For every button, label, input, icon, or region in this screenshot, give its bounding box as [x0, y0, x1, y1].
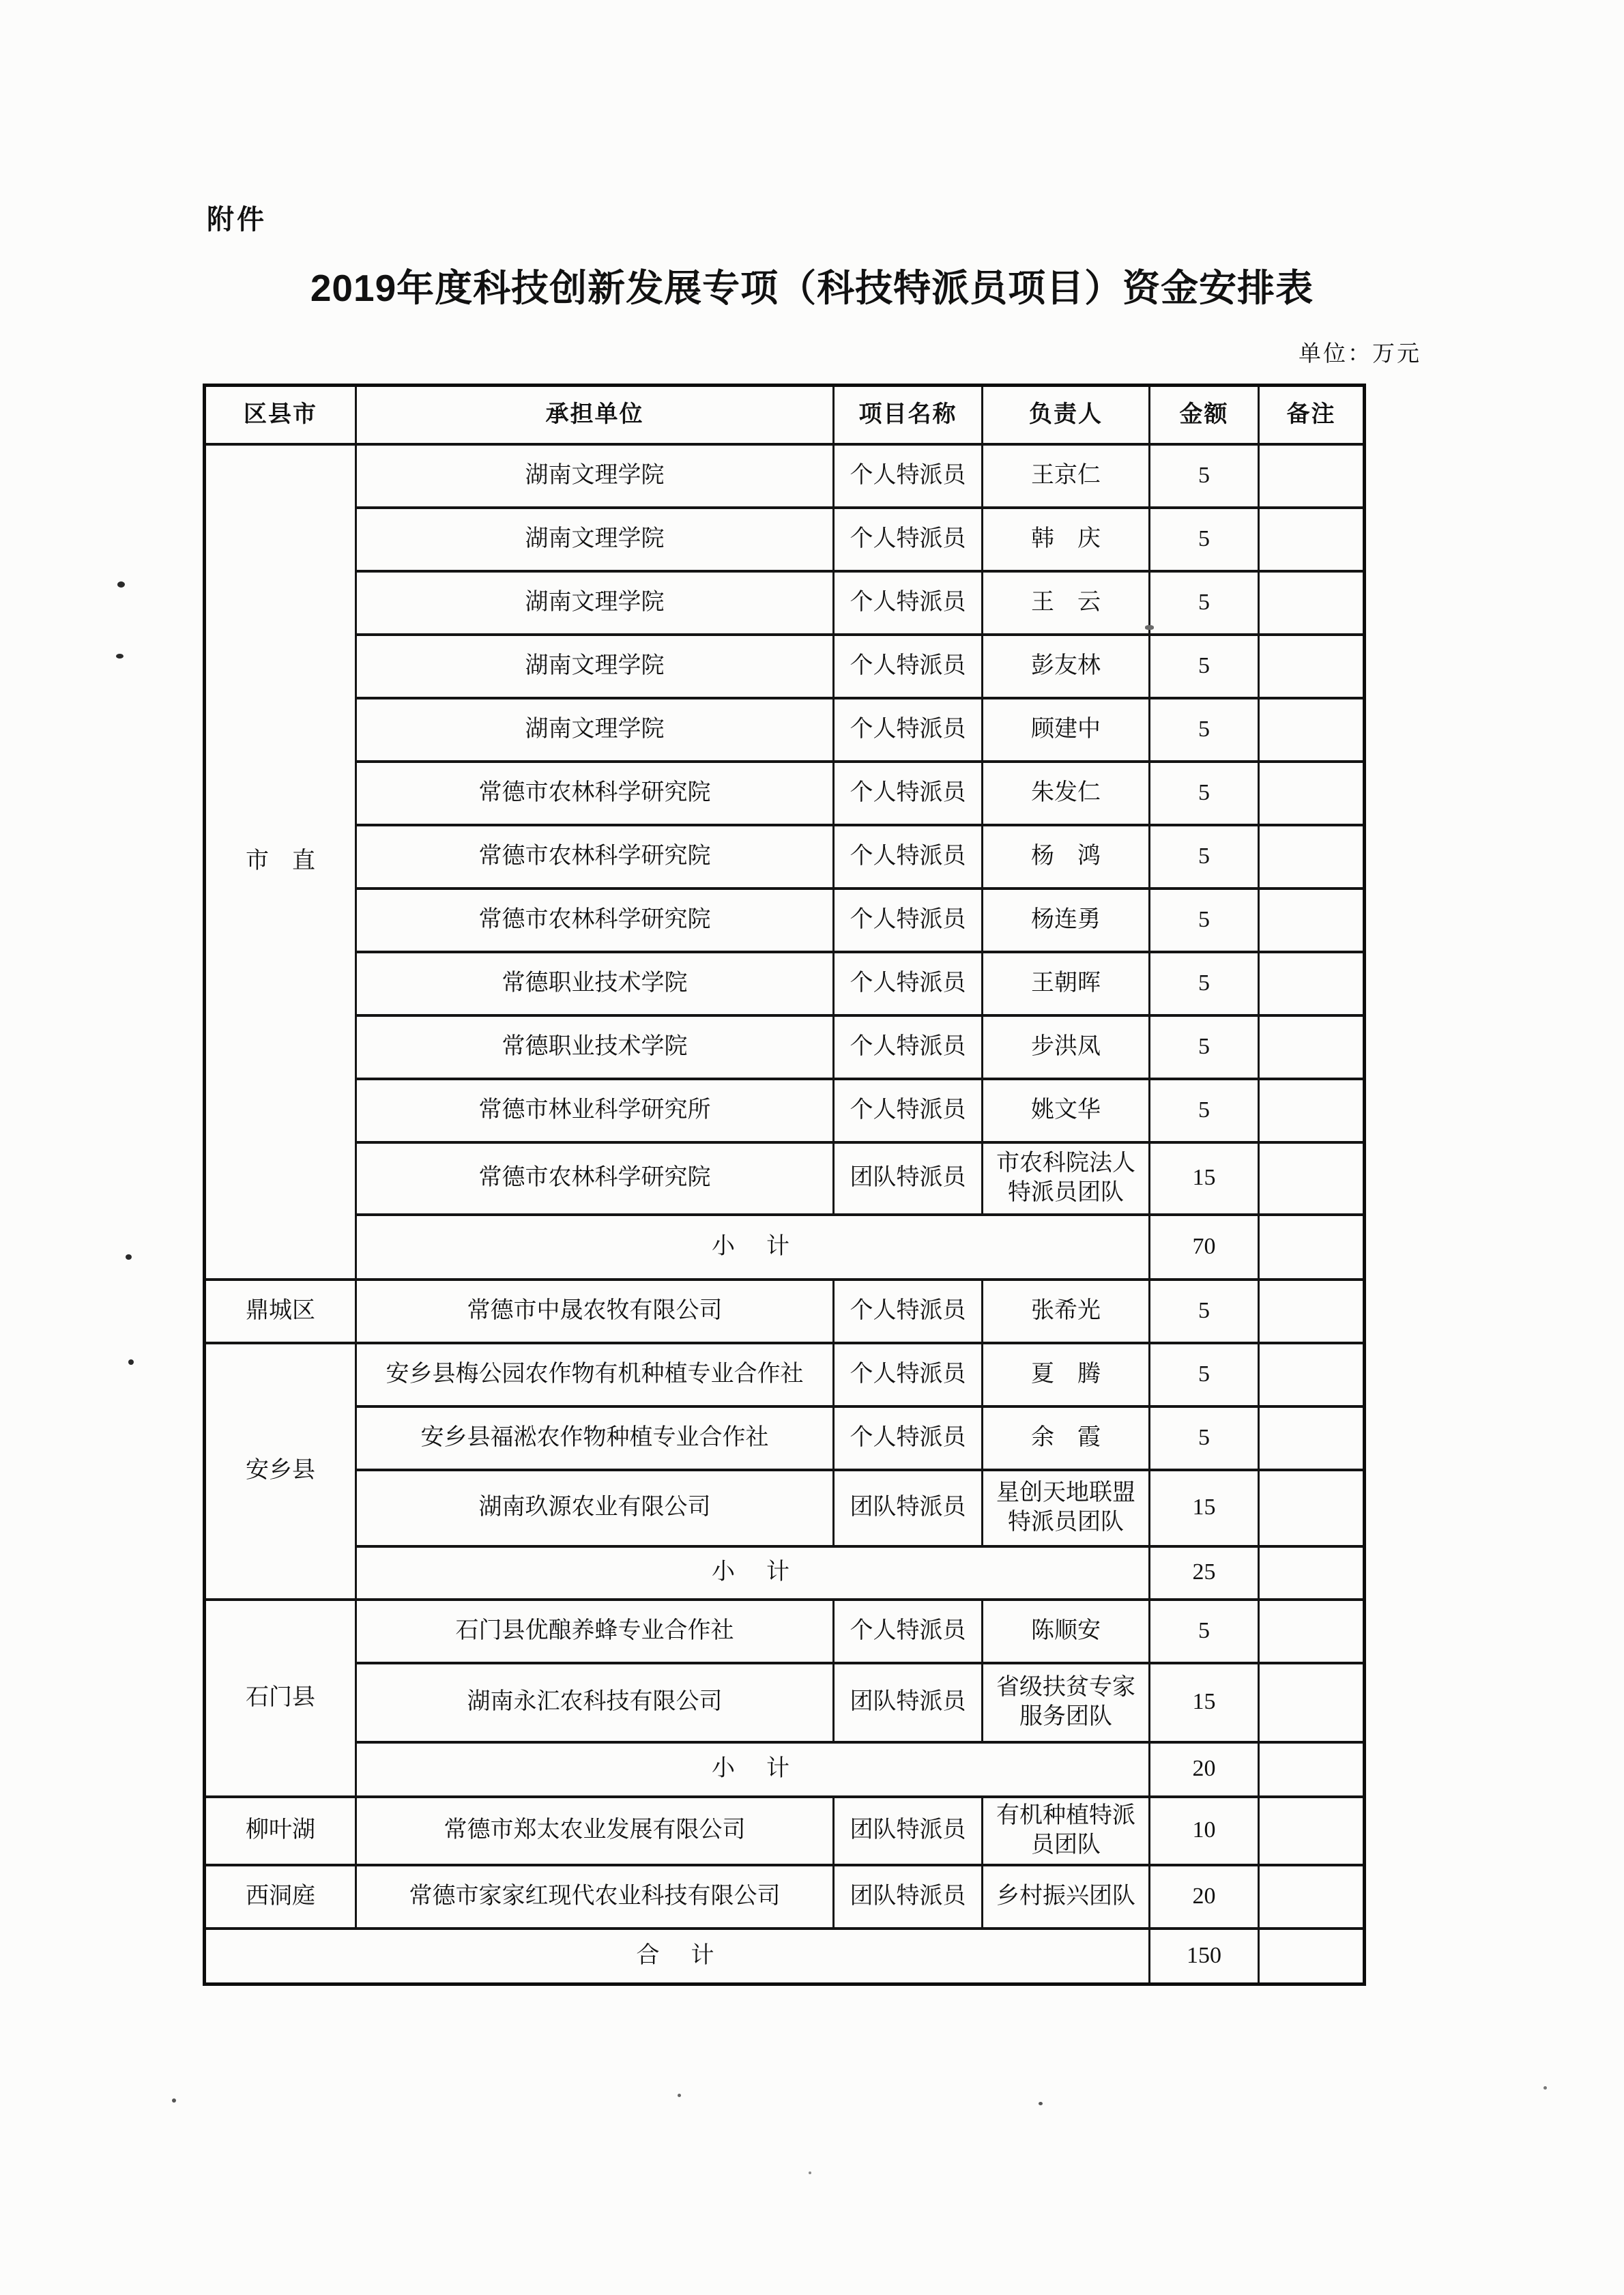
remark-cell: [1259, 1929, 1365, 1984]
table-row: [205, 762, 1365, 825]
leader-cell: 姚文华: [983, 1079, 1150, 1142]
district-cell-liuyehu: 柳叶湖: [205, 1797, 356, 1865]
project-cell: 团队特派员: [834, 1663, 983, 1742]
document-title: 2019年度科技创新发展专项（科技特派员项目）资金安排表: [310, 267, 1314, 309]
leader-cell: 陈顺安: [983, 1600, 1150, 1663]
project-cell: 个人特派员: [834, 1015, 983, 1079]
unit-cell: 湖南文理学院: [356, 635, 834, 698]
table-row: [205, 698, 1365, 762]
scan-artifact: [172, 2098, 176, 2103]
table-row: [205, 571, 1365, 635]
leader-cell: 星创天地联盟特派员团队: [983, 1470, 1150, 1546]
unit-note: 单位：万元: [1299, 342, 1421, 366]
table-row: [205, 1406, 1365, 1470]
remark-cell: [1259, 1280, 1365, 1343]
amount-cell: 5: [1150, 571, 1259, 635]
table-row: [205, 508, 1365, 571]
amount-cell: 5: [1150, 1280, 1259, 1343]
remark-cell: [1259, 1015, 1365, 1079]
unit-cell: 石门县优酿养蜂专业合作社: [356, 1600, 834, 1663]
unit-cell: 常德市林业科学研究所: [356, 1079, 834, 1142]
table-row: [205, 1079, 1365, 1142]
leader-cell: 杨 鸿: [983, 825, 1150, 889]
table-row: [205, 1015, 1365, 1079]
table-row: [205, 444, 1365, 508]
scan-artifact: [128, 1359, 134, 1365]
remark-cell: [1259, 1546, 1365, 1600]
project-cell: 团队特派员: [834, 1865, 983, 1929]
col-header-remark: 备注: [1259, 386, 1365, 444]
amount-cell: 5: [1150, 1600, 1259, 1663]
project-cell: 个人特派员: [834, 952, 983, 1015]
project-cell: 个人特派员: [834, 825, 983, 889]
amount-cell: 5: [1150, 952, 1259, 1015]
project-cell: 个人特派员: [834, 1406, 983, 1470]
remark-cell: [1259, 1600, 1365, 1663]
total-label: 合 计: [205, 1929, 1150, 1984]
subtotal-amount: 25: [1150, 1546, 1259, 1600]
project-cell: 个人特派员: [834, 635, 983, 698]
subtotal-row: [205, 1215, 1365, 1280]
remark-cell: [1259, 825, 1365, 889]
district-cell-anxiang: 安乡县: [205, 1343, 356, 1600]
amount-cell: 10: [1150, 1797, 1259, 1865]
scan-artifact: [1543, 2086, 1547, 2090]
unit-cell: 常德市郑太农业发展有限公司: [356, 1797, 834, 1865]
amount-cell: 5: [1150, 635, 1259, 698]
table-row: [205, 825, 1365, 889]
leader-cell: 杨连勇: [983, 889, 1150, 952]
unit-cell: 安乡县梅公园农作物有机种植专业合作社: [356, 1343, 834, 1406]
total-amount: 150: [1150, 1929, 1259, 1984]
unit-cell: 常德市农林科学研究院: [356, 762, 834, 825]
unit-cell: 湖南文理学院: [356, 444, 834, 508]
scan-artifact: [1145, 625, 1154, 630]
remark-cell: [1259, 1742, 1365, 1797]
amount-cell: 5: [1150, 762, 1259, 825]
subtotal-row: [205, 1546, 1365, 1600]
unit-cell: 常德职业技术学院: [356, 1015, 834, 1079]
remark-cell: [1259, 1142, 1365, 1215]
table-row: [205, 1343, 1365, 1406]
fund-allocation-table: [203, 384, 1366, 1986]
leader-cell: 夏 腾: [983, 1343, 1150, 1406]
amount-cell: 5: [1150, 508, 1259, 571]
scan-artifact: [678, 2094, 681, 2097]
amount-cell: 5: [1150, 698, 1259, 762]
amount-cell: 5: [1150, 1079, 1259, 1142]
leader-cell: 顾建中: [983, 698, 1150, 762]
project-cell: 个人特派员: [834, 1343, 983, 1406]
project-cell: 团队特派员: [834, 1142, 983, 1215]
amount-cell: 5: [1150, 825, 1259, 889]
project-cell: 个人特派员: [834, 444, 983, 508]
amount-cell: 15: [1150, 1470, 1259, 1546]
district-cell-shizhi: 市 直: [205, 444, 356, 1280]
project-cell: 团队特派员: [834, 1797, 983, 1865]
scan-artifact: [809, 2171, 811, 2174]
project-cell: 个人特派员: [834, 889, 983, 952]
leader-cell: 有机种植特派员团队: [983, 1797, 1150, 1865]
table-row: [205, 952, 1365, 1015]
project-cell: 个人特派员: [834, 1079, 983, 1142]
project-cell: 个人特派员: [834, 1600, 983, 1663]
table-row: [205, 1142, 1365, 1215]
subtotal-amount: 20: [1150, 1742, 1259, 1797]
col-header-project: 项目名称: [834, 386, 983, 444]
leader-cell: 朱发仁: [983, 762, 1150, 825]
col-header-unit: 承担单位: [356, 386, 834, 444]
unit-cell: 湖南文理学院: [356, 698, 834, 762]
remark-cell: [1259, 1079, 1365, 1142]
leader-cell: 王京仁: [983, 444, 1150, 508]
project-cell: 个人特派员: [834, 1280, 983, 1343]
total-row: [205, 1929, 1365, 1984]
col-header-district: 区县市: [205, 386, 356, 444]
subtotal-label: 小 计: [356, 1215, 1150, 1280]
project-cell: 个人特派员: [834, 508, 983, 571]
unit-cell: 湖南永汇农科技有限公司: [356, 1663, 834, 1742]
scan-artifact: [117, 581, 125, 588]
remark-cell: [1259, 762, 1365, 825]
remark-cell: [1259, 1865, 1365, 1929]
remark-cell: [1259, 444, 1365, 508]
unit-cell: 常德职业技术学院: [356, 952, 834, 1015]
subtotal-label: 小 计: [356, 1742, 1150, 1797]
unit-cell: 湖南文理学院: [356, 571, 834, 635]
col-header-amount: 金额: [1150, 386, 1259, 444]
leader-cell: 步洪凤: [983, 1015, 1150, 1079]
district-cell-dingcheng: 鼎城区: [205, 1280, 356, 1343]
project-cell: 个人特派员: [834, 762, 983, 825]
attachment-label: 附件: [207, 204, 267, 235]
table-header-row: [205, 386, 1365, 444]
unit-cell: 常德市农林科学研究院: [356, 825, 834, 889]
remark-cell: [1259, 1215, 1365, 1280]
amount-cell: 5: [1150, 444, 1259, 508]
amount-cell: 5: [1150, 889, 1259, 952]
leader-cell: 市农科院法人特派员团队: [983, 1142, 1150, 1215]
scan-artifact: [126, 1254, 132, 1260]
project-cell: 个人特派员: [834, 698, 983, 762]
amount-cell: 20: [1150, 1865, 1259, 1929]
amount-cell: 15: [1150, 1142, 1259, 1215]
amount-cell: 15: [1150, 1663, 1259, 1742]
remark-cell: [1259, 1470, 1365, 1546]
scan-artifact: [116, 654, 124, 659]
unit-cell: 湖南文理学院: [356, 508, 834, 571]
amount-cell: 5: [1150, 1406, 1259, 1470]
table-row: [205, 635, 1365, 698]
table-row: [205, 1600, 1365, 1663]
project-cell: 个人特派员: [834, 571, 983, 635]
leader-cell: 余 霞: [983, 1406, 1150, 1470]
table-row: [205, 1663, 1365, 1742]
remark-cell: [1259, 635, 1365, 698]
unit-cell: 常德市农林科学研究院: [356, 1142, 834, 1215]
district-cell-xidongting: 西洞庭: [205, 1865, 356, 1929]
col-header-leader: 负责人: [983, 386, 1150, 444]
remark-cell: [1259, 1343, 1365, 1406]
leader-cell: 彭友林: [983, 635, 1150, 698]
subtotal-amount: 70: [1150, 1215, 1259, 1280]
remark-cell: [1259, 1797, 1365, 1865]
remark-cell: [1259, 1406, 1365, 1470]
unit-cell: 常德市农林科学研究院: [356, 889, 834, 952]
unit-cell: 常德市家家红现代农业科技有限公司: [356, 1865, 834, 1929]
leader-cell: 韩 庆: [983, 508, 1150, 571]
district-cell-shimen: 石门县: [205, 1600, 356, 1797]
remark-cell: [1259, 508, 1365, 571]
unit-cell: 常德市中晟农牧有限公司: [356, 1280, 834, 1343]
amount-cell: 5: [1150, 1343, 1259, 1406]
table-row: [205, 1865, 1365, 1929]
remark-cell: [1259, 698, 1365, 762]
remark-cell: [1259, 1663, 1365, 1742]
table-row: [205, 1280, 1365, 1343]
remark-cell: [1259, 571, 1365, 635]
table-row: [205, 889, 1365, 952]
scan-artifact: [1039, 2102, 1043, 2105]
unit-cell: 湖南玖源农业有限公司: [356, 1470, 834, 1546]
remark-cell: [1259, 952, 1365, 1015]
leader-cell: 乡村振兴团队: [983, 1865, 1150, 1929]
leader-cell: 张希光: [983, 1280, 1150, 1343]
remark-cell: [1259, 889, 1365, 952]
subtotal-row: [205, 1742, 1365, 1797]
table-row: [205, 1797, 1365, 1865]
project-cell: 团队特派员: [834, 1470, 983, 1546]
leader-cell: 省级扶贫专家服务团队: [983, 1663, 1150, 1742]
table-row: [205, 1470, 1365, 1546]
leader-cell: 王 云: [983, 571, 1150, 635]
leader-cell: 王朝晖: [983, 952, 1150, 1015]
subtotal-label: 小 计: [356, 1546, 1150, 1600]
amount-cell: 5: [1150, 1015, 1259, 1079]
unit-cell: 安乡县福淞农作物种植专业合作社: [356, 1406, 834, 1470]
